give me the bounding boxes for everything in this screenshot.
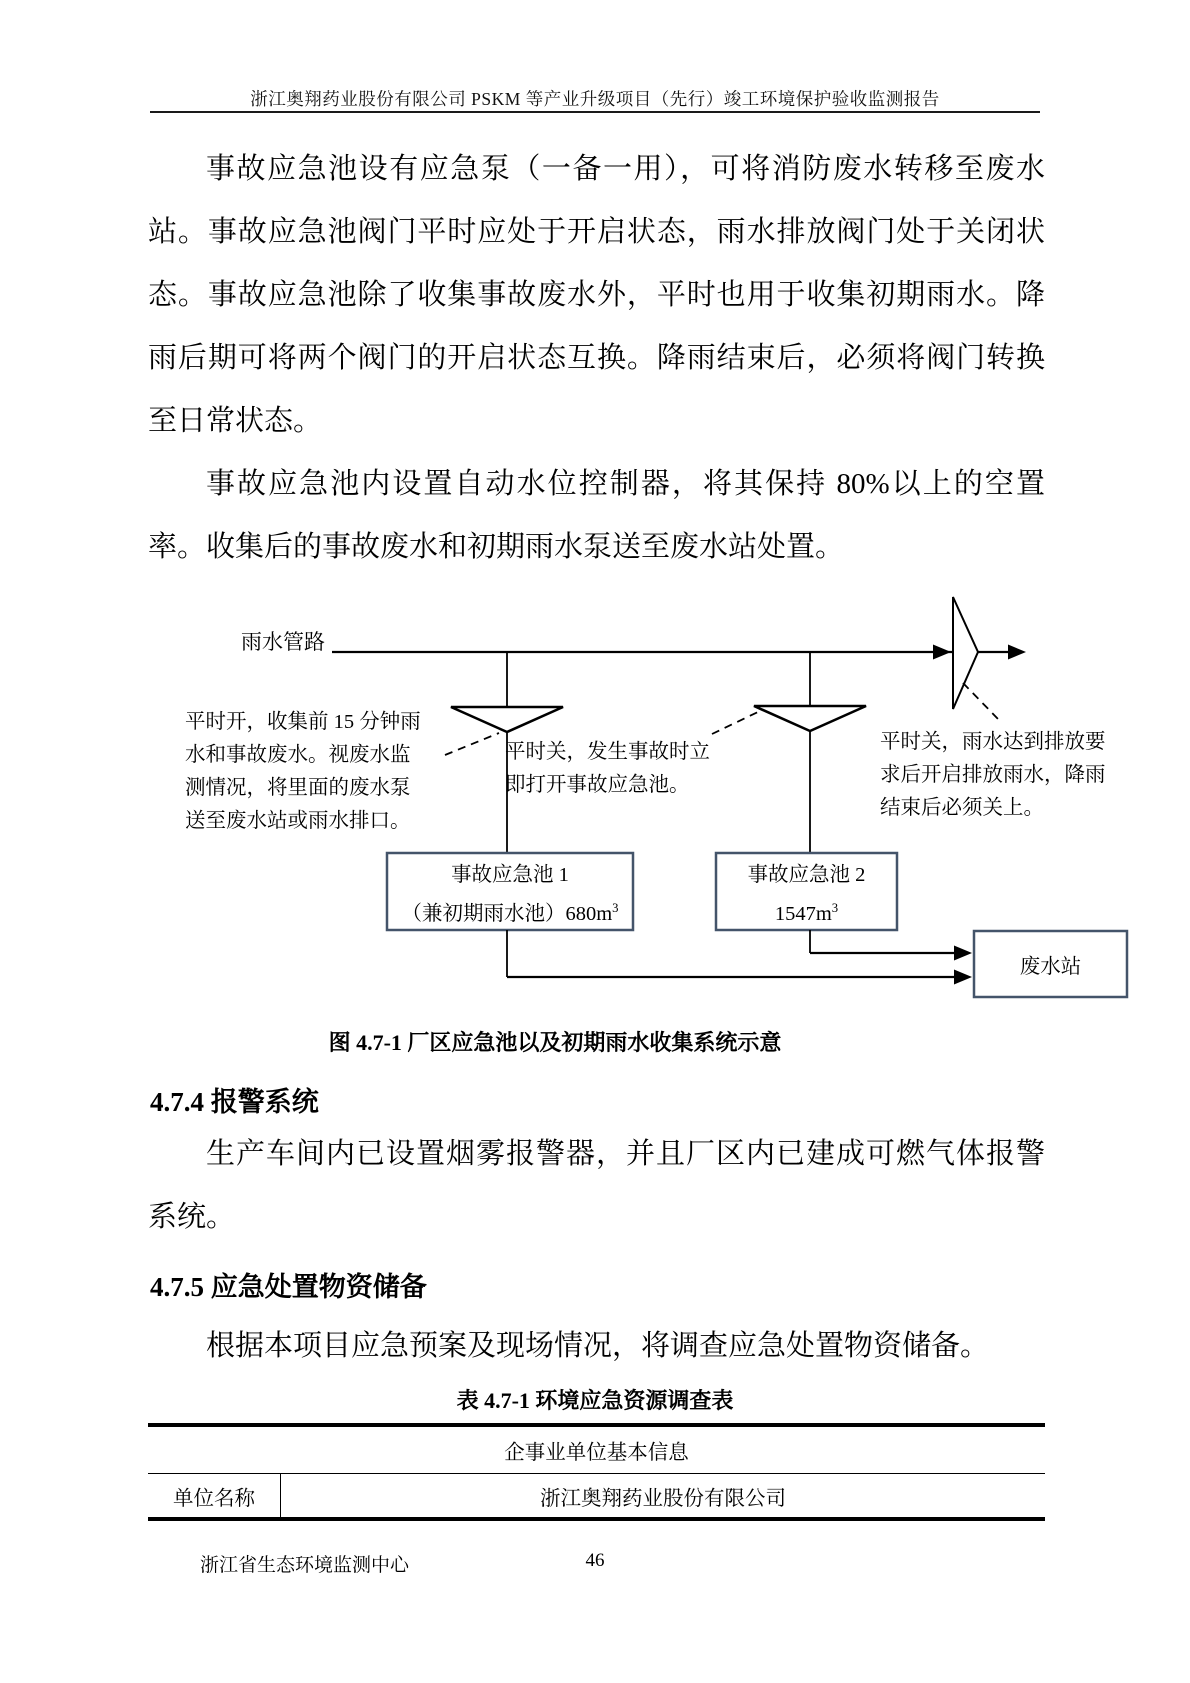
note-valve2: 平时关，发生事故时立即打开事故应急池。	[505, 741, 710, 796]
page-header-title: 浙江奥翔药业股份有限公司 PSKM 等产业升级项目（先行）竣工环境保护验收监测报告	[250, 89, 940, 109]
pool1-capacity-exponent: 3	[612, 901, 619, 915]
section-heading-4-7-4: 4.7.4 报警系统	[150, 1087, 319, 1117]
wastewater-station-label: 废水站	[1019, 956, 1082, 978]
paragraph-water-level-control: 事故应急池内设置自动水位控制器，将其保持 80%以上的空置率。收集后的事故废水和初期雨水泵送至废水站处置。	[148, 468, 1045, 563]
rain-pipe-label: 雨水管路	[241, 630, 325, 654]
pipe-end-arrow-icon	[1008, 645, 1026, 660]
emergency-resource-table	[148, 1423, 1045, 1521]
valve2-funnel-icon	[754, 706, 866, 731]
pool1-label	[387, 859, 633, 931]
pool2-label	[716, 859, 897, 931]
leader-left-dashed-line	[445, 733, 499, 755]
table-cell-unit-name-label: 单位名称	[148, 1474, 281, 1517]
note-discharge-valve: 平时关，雨水达到排放要求后开启排放雨水，降雨结束后必须关上。	[880, 731, 1106, 819]
table-cell-unit-name-value: 浙江奥翔药业股份有限公司	[540, 1487, 786, 1510]
section-heading-4-7-5: 4.7.5 应急处置物资储备	[150, 1272, 427, 1302]
leader-right-dashed-line	[963, 683, 999, 720]
valve-inlet-arrow-icon	[933, 645, 951, 660]
pool2-capacity: $1547m^3$	[774, 901, 839, 925]
valve1-funnel-icon	[451, 707, 563, 732]
figure-caption: 图 4.7-1 厂区应急池以及初期雨水收集系统示意	[328, 1030, 782, 1055]
pool1-title: 事故应急池 1	[451, 864, 569, 886]
table-group-header: 企事业单位基本信息	[148, 1427, 1045, 1474]
footer-organization: 浙江省生态环境监测中心	[200, 1555, 410, 1576]
pool2-arrow-icon	[954, 946, 972, 961]
pool1-capacity: （兼初期雨水池）$680m^3$	[401, 901, 619, 925]
paragraph-alarm-system: 生产车间内已设置烟雾报警器，并且厂区内已建成可燃气体报警系统。	[148, 1138, 1045, 1233]
figure-rainwater-system-diagram	[0, 580, 1190, 1040]
paragraph-emergency-pool: 事故应急池设有应急泵（一备一用），可将消防废水转移至废水站。事故应急池阀门平时应处于开启状态，雨水排放阀门处于关闭状态。事故应急池除了收集事故废水外，平时也用于收集初期雨水。降雨后期可将两个阀门的开启状态互换。降雨结束后，必须将阀门转换至日常状态。	[148, 153, 1045, 437]
pool2-capacity-exponent: 3	[831, 901, 839, 915]
discharge-valve-icon	[953, 597, 978, 709]
leader-middle-dashed-line	[712, 711, 760, 734]
header-rule	[150, 111, 1040, 113]
table-row	[148, 1474, 1045, 1517]
footer-page-number: 46	[585, 1550, 605, 1571]
pool1-arrow-icon	[954, 970, 972, 985]
pool2-title: 事故应急池 2	[747, 864, 866, 886]
table-caption: 表 4.7-1 环境应急资源调查表	[456, 1388, 734, 1413]
paragraph-emergency-supplies: 根据本项目应急预案及现场情况，将调查应急处置物资储备。	[206, 1330, 990, 1362]
note-valve1: 平时开，收集前 15 分钟雨水和事故废水。视废水监测情况，将里面的废水泵送至废水站或雨水排口。	[185, 711, 421, 832]
